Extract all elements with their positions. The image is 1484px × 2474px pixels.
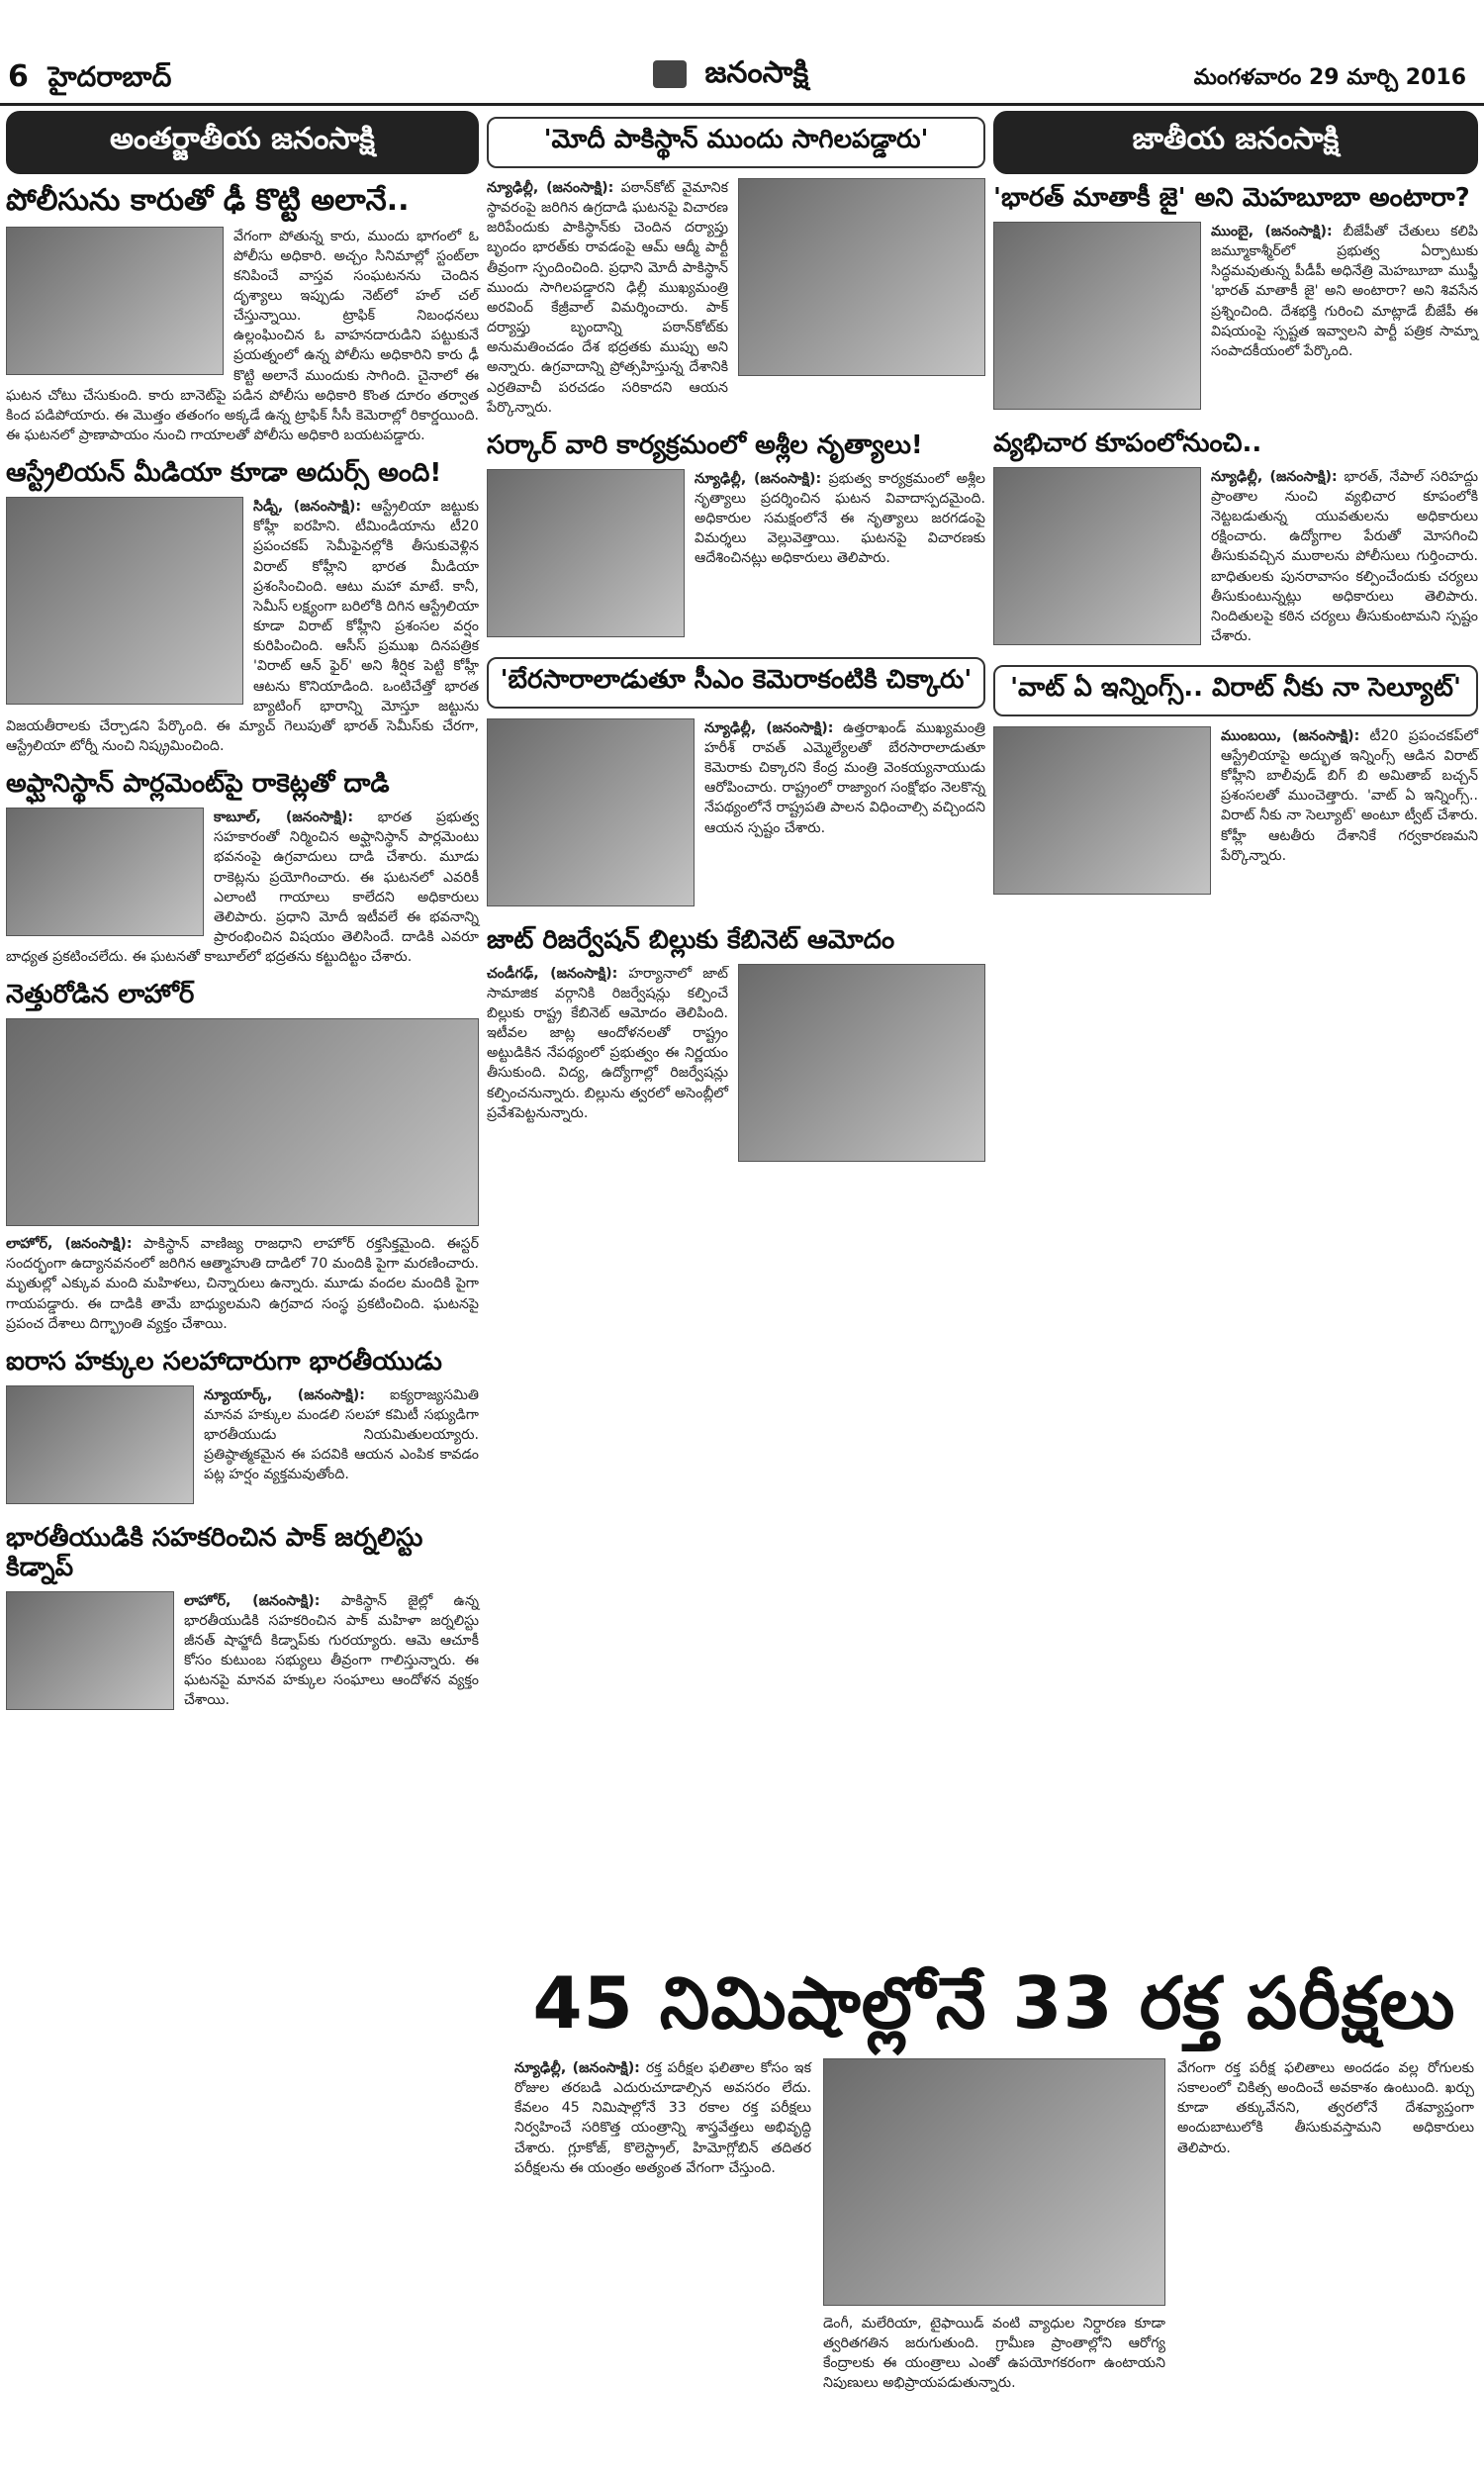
story-photo <box>993 222 1201 410</box>
story-obscene-dances <box>487 431 985 643</box>
feature-photo <box>823 2058 1165 2306</box>
story-photo <box>6 808 204 936</box>
dateline: న్యూఢిల్లీ, (జనంసాక్షి): <box>695 470 822 487</box>
story-text: ఐక్యరాజ్యసమితి మానవ హక్కుల మండలి సలహా కమిటీ సభ్యుడిగా భారతీయుడు నియమితులయ్యారు. ప్రతిష్ఠాత్మకమైన ఈ పదవికి ఆయన ఎంపిక కావడం పట్ల హర్షం వ్యక్తమవుతోంది. <box>204 1386 480 1483</box>
section-banner-national: జాతీయ జనంసాక్షి <box>993 111 1478 174</box>
page-number: 6 <box>8 59 29 94</box>
story-photo <box>6 227 224 375</box>
story-afghan-parliament <box>6 770 479 967</box>
story-text: ఉత్తరాఖండ్ ముఖ్యమంత్రి హరీశ్ రావత్ ఎమ్మెల్యేలతో బేరసారాలాడుతూ కెమెరాకు చిక్కారని కేంద్ర మంత్రి వెంకయ్యనాయుడు ఆరోపించారు. రాష్ట్రంలో రాజ్యాంగ సంక్షోభం నెలకొన్న నేపథ్యంలోనే రాష్ట్రపతి పాలన విధించాల్సి వచ్చిందని ఆయన స్పష్టం చేశారు. <box>704 719 985 836</box>
section-banner-international: అంతర్జాతీయ జనంసాక్షి <box>6 111 479 174</box>
dateline: లాహోర్, (జనంసాక్షి): <box>184 1592 321 1609</box>
story-photo <box>6 1385 194 1504</box>
masthead-left <box>8 59 171 100</box>
story-text: బీజేపీతో చేతులు కలిపి జమ్మూకాశ్మీర్‌లో ప్రభుత్వ ఏర్పాటుకు సిద్ధమవుతున్న పీడీపీ అధినేత్రి మెహబూబా ముఫ్తీ 'భారత్ మాతాకీ జై' అని అంటారా? అని శివసేన ప్రశ్నించింది. దేశభక్తి గురించి మాట్లాడే బీజేపీ ఈ విషయంపై స్పష్టత ఇవ్వాలని పార్టీ పత్రిక సామ్నా సంపాదకీయంలో పేర్కొంది. <box>1211 223 1479 359</box>
story-headline: 'మోదీ పాకిస్థాన్ ముందు సాగిలపడ్డారు' <box>487 117 985 168</box>
feature-col-3 <box>1177 2058 1474 2158</box>
story-headline: సర్కార్ వారి కార్యక్రమంలో అశ్లీల నృత్యాలు! <box>487 429 923 460</box>
story-text: డెంగీ, మలేరియా, టైఫాయిడ్ వంటి వ్యాధుల నిర్ధారణ కూడా త్వరితగతిన జరుగుతుంది. గ్రామీణ ప్రాంతాల్లోని ఆరోగ్య కేంద్రాలకు ఈ యంత్రాలు ఎంతో ఉపయోగకరంగా ఉంటాయని నిపుణులు అభిప్రాయపడుతున్నారు. <box>823 2316 1165 2392</box>
story-jat-reservation <box>487 926 985 1168</box>
newspaper-name: జనంసాక్షి <box>704 55 809 90</box>
newspaper-logo-icon <box>653 60 687 88</box>
dateline: కాబూల్, (జనంసాక్షి): <box>214 809 354 826</box>
dateline: చండీగఢ్, (జనంసాక్షి): <box>487 965 618 982</box>
dateline: న్యూఢిల్లీ, (జనంసాక్షి): <box>514 2060 640 2076</box>
story-headline: భారతీయుడికి సహకరించిన పాక్ జర్నలిస్టు కిడ్నాప్ <box>6 1522 423 1582</box>
story-photo <box>738 178 985 376</box>
story-headline: వ్యభిచార కూపంలోనుంచి.. <box>993 428 1262 458</box>
story-pak-journalist <box>6 1524 479 1716</box>
story-police-car <box>6 184 479 445</box>
city-name: హైదరాబాద్ <box>47 60 172 93</box>
dateline: లాహోర్, (జనంసాక్షి): <box>6 1236 133 1253</box>
story-headline: పోలీసును కారుతో ఢీ కొట్టి అలానే.. <box>6 183 410 218</box>
story-text: పాకిస్థాన్ జైల్లో ఉన్న భారతీయుడికి సహకరించిన పాక్ మహిళా జర్నలిస్టు జీనత్ షాహ్జాదీ కిడ్నాప్‌కు గురయ్యారు. ఆమె ఆచూకీ కోసం కుటుంబ సభ్యులు తీవ్రంగా గాలిస్తున్నారు. ఈ ఘటనపై మానవ హక్కుల సంఘాలు ఆందోళన వ్యక్తం చేశాయి. <box>184 1592 479 1709</box>
middle-column <box>487 111 985 1182</box>
story-headline: 'బేరసారాలాడుతూ సీఎం కెమెరాకంటికి చిక్కారు' <box>487 657 985 709</box>
dateline: ముంబయి, (జనంసాక్షి): <box>1221 727 1360 744</box>
story-headline: అఫ్ఘానిస్థాన్ పార్లమెంట్‌పై రాకెట్లతో దాడి <box>6 769 390 800</box>
story-text: భారత్, నేపాల్ సరిహద్దు ప్రాంతాల నుంచి వ్యభిచార కూపంలోకి నెట్టబడుతున్న యువతులను అధికారులు రక్షించారు. ఉద్యోగాల పేరుతో మోసగించి తీసుకువచ్చిన ముఠాలను పోలీసులు గుర్తించారు. బాధితులకు పునరావాసం కల్పించేందుకు చర్యలు తీసుకుంటున్నట్లు అధికారులు తెలిపారు. నిందితులపై కఠిన చర్యలు తీసుకుంటామని స్పష్టం చేశారు. <box>1211 468 1478 645</box>
feature-col-1 <box>514 2058 811 2178</box>
dateline: న్యూఢిల్లీ, (జనంసాక్షి): <box>1211 468 1338 485</box>
story-photo <box>993 467 1201 645</box>
international-column <box>6 111 479 1730</box>
story-photo <box>6 1018 479 1226</box>
national-column <box>993 111 1478 914</box>
masthead-logo <box>653 55 808 97</box>
story-modi-pakistan <box>487 117 985 418</box>
story-text: ప్రభుత్వ కార్యక్రమంలో అశ్లీల నృత్యాలు ప్రదర్శించిన ఘటన వివాదాస్పదమైంది. అధికారుల సమక్షంలోనే ఈ నృత్యాలు జరగడంపై విమర్శలు వెల్లువెత్తాయి. ఘటనపై విచారణకు ఆదేశించినట్లు అధికారులు తెలిపారు. <box>695 470 985 567</box>
story-headline: 'వాట్ ఏ ఇన్నింగ్స్.. విరాట్ నీకు నా సెల్యూట్' <box>993 665 1478 716</box>
story-photo <box>738 964 985 1162</box>
story-text: పఠాన్‌కోట్ వైమానిక స్థావరంపై జరిగిన ఉగ్రదాడి ఘటనపై విచారణ జరిపేందుకు పాకిస్థాన్‌కు చెందిన దర్యాప్తు బృందం భారత్‌కు రావడంపై ఆమ్ ఆద్మీ పార్టీ తీవ్రంగా స్పందించింది. ప్రధాని మోదీ పాకిస్థాన్ ముందు సాగిలపడ్డారని ఢిల్లీ ముఖ్యమంత్రి అరవింద్ కేజ్రీవాల్ విమర్శించారు. పాక్ దర్యాప్తు బృందాన్ని పఠాన్‌కోట్‌కు అనుమతించడం దేశ భద్రతకు ముప్పు అని అన్నారు. ఉగ్రవాదాన్ని ప్రోత్సహిస్తున్న దేశానికి ఎర్రతివాచీ పరచడం సరికాదని ఆయన పేర్కొన్నారు. <box>487 180 728 416</box>
masthead-divider <box>0 103 1484 106</box>
story-text: హర్యానాలో జాట్ సామాజిక వర్గానికి రిజర్వేషన్లు కల్పించే బిల్లుకు రాష్ట్ర కేబినెట్ ఆమోదం తెలిపింది. ఇటీవల జాట్ల ఆందోళనలతో రాష్ట్రం అట్టుడికిన నేపథ్యంలో ప్రభుత్వం ఈ నిర్ణయం తీసుకుంది. విద్య, ఉద్యోగాల్లో రిజర్వేషన్లు కల్పించనున్నారు. బిల్లును త్వరలో అసెంబ్లీలో ప్రవేశపెట్టనున్నారు. <box>487 965 728 1121</box>
story-lahore <box>6 981 479 1334</box>
dateline: సిడ్నీ, (జనంసాక్షి): <box>253 499 362 516</box>
story-cm-camera <box>487 657 985 912</box>
feature-col-2 <box>823 2058 1165 2394</box>
story-photo <box>6 1591 174 1710</box>
dateline: న్యూయార్క్, (జనంసాక్షి): <box>204 1386 365 1403</box>
story-australian-media <box>6 459 479 756</box>
masthead <box>0 0 1484 95</box>
dateline: ముంబై, (జనంసాక్షి): <box>1211 223 1333 239</box>
story-un-advisor <box>6 1348 479 1510</box>
story-text: రక్త పరీక్షల ఫలితాల కోసం ఇక రోజుల తరబడి ఎదురుచూడాల్సిన అవసరం లేదు. కేవలం 45 నిమిషాల్లోనే 33 రకాల రక్త పరీక్షలు నిర్వహించే సరికొత్త యంత్రాన్ని శాస్త్రవేత్తలు అభివృద్ధి చేశారు. గ్లూకోజ్, కొలెస్ట్రాల్, హిమోగ్లోబిన్ తదితర పరీక్షలను ఈ యంత్రం అత్యంత వేగంగా చేస్తుంది. <box>514 2060 811 2176</box>
story-text: టీ20 ప్రపంచకప్‌లో ఆస్ట్రేలియాపై అద్భుత ఇన్నింగ్స్ ఆడిన విరాట్ కోహ్లీని బాలీవుడ్ బిగ్ బి అమితాబ్ బచ్చన్ ప్రశంసలతో ముంచెత్తారు. 'వాట్ ఏ ఇన్నింగ్స్.. విరాట్ నీకు నా సెల్యూట్' అంటూ ట్వీట్ చేశారు. కోహ్లీ ఆటతీరు దేశానికే గర్వకారణమని పేర్కొన్నారు. <box>1221 727 1479 864</box>
story-photo <box>6 497 243 705</box>
story-photo <box>993 726 1211 895</box>
story-text: భారత ప్రభుత్వ సహకారంతో నిర్మించిన అఫ్ఘానిస్థాన్ పార్లమెంటు భవనంపై ఉగ్రవాదులు దాడి చేశారు. మూడు రాకెట్లను ప్రయోగించారు. ఈ ఘటనలో ఎవరికీ ఎలాంటి గాయాలు కాలేదని అధికారులు తెలిపారు. ప్రధాని మోదీ ఇటీవలే ఈ భవనాన్ని ప్రారంభించిన విషయం తెలిసిందే. దాడికి ఎవరూ బాధ్యత ప్రకటించలేదు. ఈ ఘటనతో కాబూల్‌లో భద్రతను కట్టుదిట్టం చేశారు. <box>6 809 479 966</box>
story-mehbooba <box>993 184 1478 416</box>
story-amitabh-virat <box>993 665 1478 901</box>
story-headline: జాట్ రిజర్వేషన్ బిల్లుకు కేబినెట్ ఆమోదం <box>487 924 895 955</box>
story-text: ఆస్ట్రేలియా జట్టుకు కోహ్లీ ఐరహిని. టీమిండియాను టీ20 ప్రపంచకప్ సెమీఫైనల్లోకి తీసుకువెళ్లిన విరాట్ కోహ్లీని భారత మీడియా ప్రశంసించింది. ఆటు మహా మాటే. కానీ, సెమీస్ లక్ష్యంగా బరిలోకి దిగిన ఆస్ట్రేలియా కూడా విరాట్ కోహ్లీని ప్రశంసల వర్షం కురిపించింది. ఆసీస్ ప్రముఖ దినపత్రిక 'విరాట్ ఆన్ ఫైర్' అని శీర్షిక పెట్టి కోహ్లీ ఆటను కొనియాడింది. ఒంటిచేత్తో భారత బ్యాటింగ్ భారాన్ని మోస్తూ జట్టును విజయతీరాలకు చేర్చాడని పేర్కొంది. ఈ మ్యాచ్ గెలుపుతో భారత్ సెమీస్‌కు చేరగా, ఆస్ట్రేలియా టోర్నీ నుంచి నిష్క్రమించింది. <box>6 499 479 754</box>
dateline: న్యూఢిల్లీ, (జనంసాక్షి): <box>487 180 614 196</box>
story-photo <box>487 469 685 637</box>
story-headline: నెత్తురోడిన లాహోర్ <box>6 980 195 1010</box>
story-headline: 'భారత్ మాతాకీ జై' అని మెహబూబా అంటారా? <box>993 183 1470 213</box>
feature-headline: 45 నిమిషాల్లోనే 33 రక్త పరీక్షలు <box>532 1961 1456 2045</box>
story-headline: ఐరాస హక్కుల సలహాదారుగా భారతీయుడు <box>6 1346 442 1377</box>
issue-date: మంగళవారం 29 మార్చి 2016 <box>1193 65 1466 90</box>
story-photo <box>487 718 695 906</box>
story-body: వేగంగా పోతున్న కారు, ముందు భాగంలో ఓ పోలీసు అధికారి. అచ్చం సినిమాల్లో స్టంట్‌లా కనిపించే వాస్తవ సంఘటనను చెందిన దృశ్యాలు ఇప్పుడు నెట్‌లో హల్ చల్ చేస్తున్నాయి. ట్రాఫిక్ నిబంధనలు ఉల్లంఘించిన ఓ వాహనదారుడిని పట్టుకునే ప్రయత్నంలో ఉన్న పోలీసు అధికారిని కారు ఢీ కొట్టి అలానే ముందుకు సాగింది. చైనాలో ఈ ఘటన చోటు చేసుకుంది. కారు బానెట్‌పై పడిన పోలీసు అధికారి కొంత దూరం తర్వాత కింద పడిపోయారు. ఈ మొత్తం తతంగం అక్కడే ఉన్న ట్రాఫిక్ సీసీ కెమెరాల్లో రికార్డయింది. ఈ ఘటనలో ప్రాణాపాయం నుంచి గాయాలతో పోలీసు అధికారి బయటపడ్డారు. <box>6 228 479 444</box>
story-text: పాకిస్థాన్ వాణిజ్య రాజధాని లాహోర్ రక్తసిక్తమైంది. ఈస్టర్ సందర్భంగా ఉద్యానవనంలో జరిగిన ఆత్మాహుతి దాడిలో 70 మందికి పైగా మరణించారు. మృతుల్లో ఎక్కువ మంది మహిళలు, చిన్నారులు ఉన్నారు. మూడు వందల మందికి పైగా గాయపడ్డారు. ఈ దాడికి తామే బాధ్యులమని ఉగ్రవాద సంస్థ ప్రకటించింది. ఘటనపై ప్రపంచ దేశాలు దిగ్భ్రాంతి వ్యక్తం చేశాయి. <box>6 1236 479 1332</box>
dateline: న్యూఢిల్లీ, (జనంసాక్షి): <box>704 719 834 736</box>
story-body <box>514 2058 811 2178</box>
story-headline: ఆస్ట్రేలియన్ మీడియా కూడా అదుర్స్ అంది! <box>6 458 442 489</box>
story-trafficking <box>993 429 1478 651</box>
story-body <box>6 1234 479 1334</box>
story-text: వేగంగా రక్త పరీక్ష ఫలితాలు అందడం వల్ల రోగులకు సకాలంలో చికిత్స అందించే అవకాశం ఉంటుంది. ఖర్చు కూడా తక్కువేనని, త్వరలోనే దేశవ్యాప్తంగా అందుబాటులోకి తీసుకువస్తామని అధికారులు తెలిపారు. <box>1177 2060 1474 2156</box>
